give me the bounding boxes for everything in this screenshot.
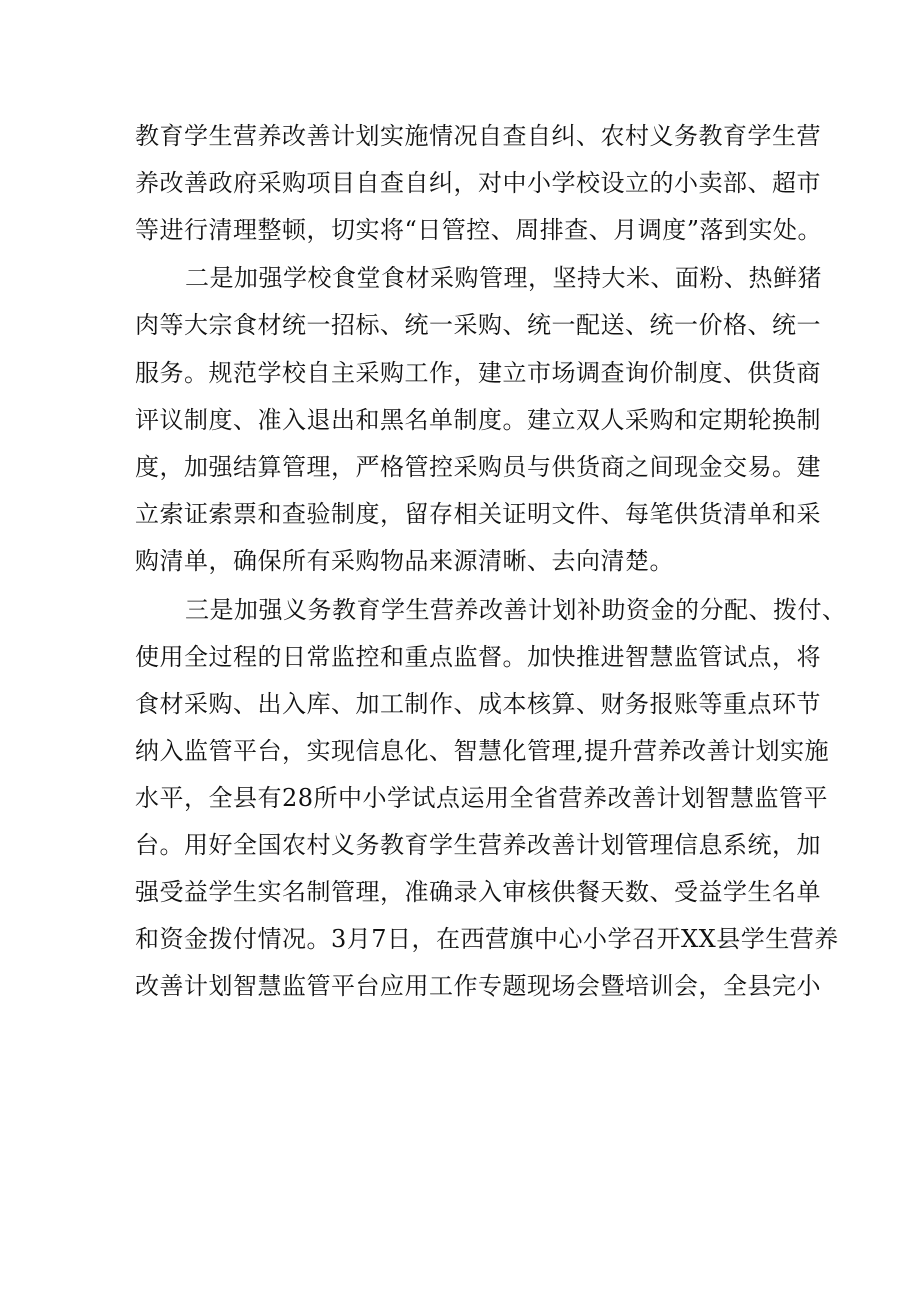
- text-line: 使用全过程的日常监控和重点监督。加快推进智慧监管试点，将: [135, 643, 821, 671]
- paragraph-first-line: 二是加强学校食堂食材采购管理，坚持大米、面粉、热鲜猪: [185, 264, 822, 292]
- text-line: 和资金拨付情况。3月7日，在西营旗中心小学召开XX县学生营养: [135, 925, 839, 953]
- text-line: 评议制度、准入退出和黑名单制度。建立双人采购和定期轮换制: [135, 406, 821, 434]
- text-line: 等进行清理整顿，切实将“日管控、周排查、月调度”落到实处。: [135, 216, 823, 244]
- text-line: 改善计划智慧监管平台应用工作专题现场会暨培训会，全县完小: [135, 972, 821, 1000]
- text-line: 养改善政府采购项目自查自纠，对中小学校设立的小卖部、超市: [135, 169, 821, 197]
- text-line: 肉等大宗食材统一招标、统一采购、统一配送、统一价格、统一: [135, 311, 821, 339]
- text-line: 台。用好全国农村义务教育学生营养改善计划管理信息系统，加: [135, 831, 821, 859]
- text-line: 纳入监管平台，实现信息化、智慧化管理,提升营养改善计划实施: [135, 737, 830, 765]
- text-line: 购清单，确保所有采购物品来源清晰、去向清楚。: [135, 547, 674, 575]
- text-line: 强受益学生实名制管理，准确录入审核供餐天数、受益学生名单: [135, 878, 821, 906]
- text-line: 服务。规范学校自主采购工作，建立市场调查询价制度、供货商: [135, 359, 821, 387]
- text-line: 度，加强结算管理，严格管控采购员与供货商之间现金交易。建: [135, 453, 821, 481]
- text-line: 立索证索票和查验制度，留存相关证明文件、每笔供货清单和采: [135, 500, 821, 528]
- text-line: 教育学生营养改善计划实施情况自查自纠、农村义务教育学生营: [135, 122, 821, 150]
- text-line: 食材采购、出入库、加工制作、成本核算、财务报账等重点环节: [135, 690, 821, 718]
- text-line: 水平，全县有28所中小学试点运用全省营养改善计划智慧监管平: [135, 784, 829, 812]
- paragraph-first-line: 三是加强义务教育学生营养改善计划补助资金的分配、拨付、: [185, 596, 847, 624]
